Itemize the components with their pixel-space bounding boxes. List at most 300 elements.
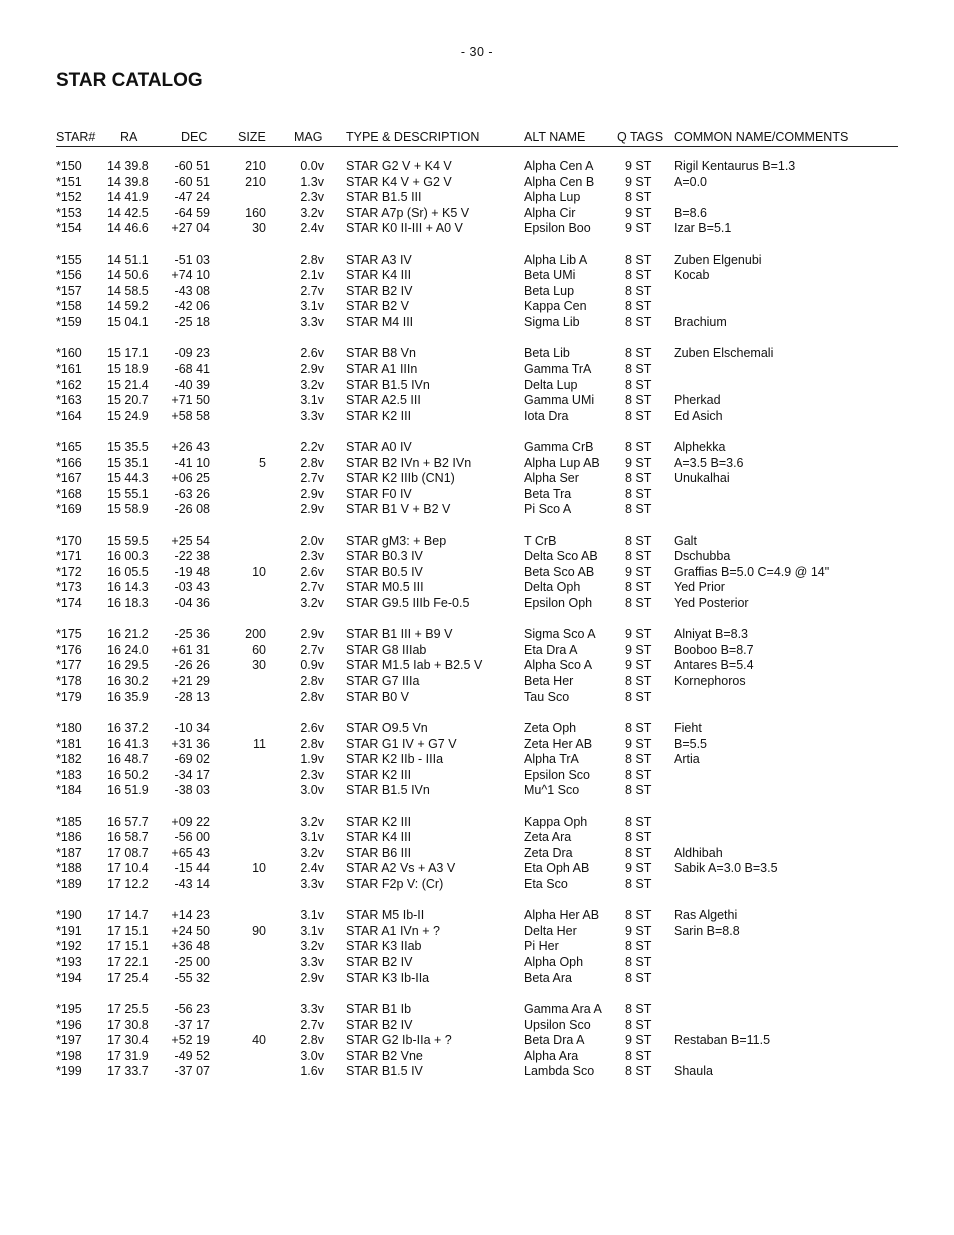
group-spacer (56, 518, 898, 534)
cell-type-description: STAR M0.5 III (346, 580, 424, 595)
group-spacer (56, 331, 898, 347)
group-spacer (56, 986, 898, 1002)
cell-type-description: STAR B8 Vn (346, 346, 416, 361)
cell-q-tags: 9 ST (625, 736, 652, 751)
table-row (56, 924, 898, 940)
cell-star-number: *153 (56, 205, 82, 220)
table-row (56, 440, 898, 456)
cell-magnitude: 3.0v (300, 1048, 324, 1063)
cell-size: 60 (252, 642, 266, 657)
cell-star-number: *179 (56, 689, 82, 704)
table-header (56, 129, 898, 146)
cell-declination: -55 32 (174, 970, 210, 985)
cell-type-description: STAR G2 Ib-IIa + ? (346, 1033, 452, 1048)
cell-magnitude: 2.9v (300, 502, 324, 517)
header-ra: RA (120, 130, 138, 144)
cell-alt-name: Zeta Her AB (524, 736, 593, 751)
cell-size: 11 (253, 736, 266, 751)
cell-q-tags: 8 ST (625, 439, 652, 454)
table-row (56, 378, 898, 394)
cell-declination: -63 26 (174, 486, 210, 501)
cell-alt-name: Beta Tra (524, 486, 572, 501)
cell-right-ascension: 14 46.6 (107, 221, 149, 236)
cell-q-tags: 9 ST (625, 564, 652, 579)
table-row (56, 815, 898, 831)
table-row (56, 830, 898, 846)
cell-common-name: Aldhibah (674, 845, 723, 860)
cell-star-number: *154 (56, 221, 82, 236)
header-mag: MAG (294, 130, 323, 144)
cell-magnitude: 3.2v (300, 377, 324, 392)
cell-star-number: *197 (56, 1033, 82, 1048)
cell-declination: -26 26 (174, 658, 210, 673)
cell-type-description: STAR K4 III (346, 268, 412, 283)
cell-star-number: *167 (56, 471, 82, 486)
cell-type-description: STAR G1 IV + G7 V (346, 736, 457, 751)
cell-q-tags: 8 ST (625, 1001, 652, 1016)
cell-alt-name: Eta Sco (524, 876, 568, 891)
cell-alt-name: Beta Dra A (524, 1033, 585, 1048)
cell-right-ascension: 16 05.5 (107, 564, 149, 579)
cell-star-number: *160 (56, 346, 82, 361)
cell-right-ascension: 16 18.3 (107, 596, 149, 610)
cell-star-number: *158 (56, 299, 82, 314)
cell-alt-name: Delta Oph (524, 580, 581, 595)
cell-q-tags: 8 ST (625, 845, 652, 860)
cell-declination: -42 06 (174, 299, 210, 314)
cell-right-ascension: 14 58.5 (107, 283, 149, 298)
table-row (56, 627, 898, 643)
cell-q-tags: 8 ST (625, 549, 652, 564)
cell-star-number: *169 (56, 502, 82, 517)
table-row (56, 768, 898, 784)
table-row (56, 674, 898, 690)
cell-magnitude: 2.9v (300, 627, 324, 642)
cell-magnitude: 2.0v (300, 533, 324, 548)
cell-size: 5 (259, 455, 266, 470)
cell-declination: -10 34 (174, 720, 210, 735)
cell-alt-name: Pi Her (524, 939, 559, 954)
table-row (56, 971, 898, 987)
cell-star-number: *196 (56, 1017, 82, 1032)
cell-star-number: *165 (56, 439, 82, 454)
cell-declination: -40 39 (174, 377, 210, 392)
cell-size: 160 (245, 205, 266, 220)
cell-star-number: *161 (56, 361, 82, 376)
cell-declination: +36 48 (171, 939, 210, 954)
cell-declination: -47 24 (174, 190, 210, 205)
cell-q-tags: 8 ST (625, 533, 652, 548)
cell-declination: -60 51 (174, 174, 210, 189)
cell-alt-name: Tau Sco (524, 689, 570, 704)
cell-alt-name: Alpha Oph (524, 955, 584, 970)
cell-declination: +61 31 (171, 642, 210, 657)
cell-star-number: *172 (56, 564, 82, 579)
cell-q-tags: 8 ST (625, 674, 652, 689)
header-q-tags: Q TAGS (617, 130, 664, 144)
cell-alt-name: Delta Sco AB (524, 549, 598, 564)
cell-q-tags: 8 ST (625, 377, 652, 392)
header-type-description: TYPE & DESCRIPTION (346, 130, 480, 144)
cell-star-number: *166 (56, 455, 82, 470)
cell-right-ascension: 17 25.5 (107, 1001, 149, 1016)
cell-alt-name: Delta Lup (524, 377, 578, 392)
cell-q-tags: 8 ST (625, 502, 652, 517)
cell-right-ascension: 14 59.2 (107, 299, 149, 314)
cell-type-description: STAR M5 Ib-II (346, 908, 425, 923)
cell-star-number: *198 (56, 1048, 82, 1063)
cell-q-tags: 8 ST (625, 299, 652, 314)
cell-common-name: Rigil Kentaurus B=1.3 (674, 159, 796, 173)
cell-common-name: Unukalhai (674, 471, 730, 486)
cell-q-tags: 8 ST (625, 346, 652, 361)
cell-q-tags: 9 ST (625, 159, 652, 173)
cell-star-number: *195 (56, 1001, 82, 1016)
table-row (56, 752, 898, 768)
cell-size: 30 (252, 658, 266, 673)
cell-declination: -60 51 (174, 159, 210, 173)
table-row (56, 861, 898, 877)
cell-alt-name: Beta Ara (524, 970, 572, 985)
cell-declination: -28 13 (174, 689, 210, 704)
cell-alt-name: Gamma CrB (524, 439, 594, 454)
table-row (56, 549, 898, 565)
cell-magnitude: 3.1v (300, 393, 324, 408)
cell-star-number: *176 (56, 642, 82, 657)
header-rule (56, 146, 898, 147)
cell-common-name: Dschubba (674, 549, 731, 564)
cell-declination: +27 04 (171, 221, 210, 236)
cell-q-tags: 8 ST (625, 486, 652, 501)
group-spacer (56, 424, 898, 440)
cell-alt-name: Beta Sco AB (524, 564, 595, 579)
cell-magnitude: 2.7v (300, 471, 324, 486)
cell-type-description: STAR K3 IIab (346, 939, 422, 954)
cell-type-description: STAR B6 III (346, 845, 412, 860)
cell-type-description: STAR B2 Vne (346, 1048, 423, 1063)
cell-q-tags: 8 ST (625, 361, 652, 376)
cell-right-ascension: 14 39.8 (107, 159, 149, 173)
cell-alt-name: Iota Dra (524, 408, 569, 423)
cell-star-number: *157 (56, 283, 82, 298)
cell-alt-name: Alpha TrA (524, 752, 579, 767)
cell-right-ascension: 15 20.7 (107, 393, 149, 408)
cell-declination: -38 03 (174, 783, 210, 798)
cell-q-tags: 8 ST (625, 814, 652, 829)
cell-star-number: *163 (56, 393, 82, 408)
cell-common-name: B=5.5 (674, 736, 708, 751)
cell-magnitude: 3.3v (300, 955, 324, 970)
cell-star-number: *186 (56, 830, 82, 845)
cell-right-ascension: 17 25.4 (107, 970, 149, 985)
cell-type-description: STAR B2 V (346, 299, 409, 314)
table-row (56, 908, 898, 924)
cell-right-ascension: 17 14.7 (107, 908, 149, 923)
cell-common-name: Alniyat B=8.3 (674, 627, 749, 642)
cell-star-number: *174 (56, 596, 82, 610)
cell-alt-name: Lambda Sco (524, 1064, 595, 1079)
cell-type-description: STAR M4 III (346, 315, 414, 330)
header-alt-name: ALT NAME (524, 130, 586, 144)
cell-type-description: STAR K2 III (346, 767, 412, 782)
page-number: - 30 - (460, 45, 494, 59)
cell-alt-name: Alpha Lib A (524, 252, 588, 267)
cell-star-number: *159 (56, 315, 82, 330)
cell-common-name: Ed Asich (674, 408, 723, 423)
cell-type-description: STAR A3 IV (346, 252, 412, 267)
cell-alt-name: Alpha Cir (524, 205, 576, 220)
cell-q-tags: 9 ST (625, 658, 652, 673)
cell-common-name: Yed Posterior (674, 596, 749, 610)
cell-alt-name: Beta Lup (524, 283, 575, 298)
cell-alt-name: Alpha Cen B (524, 174, 595, 189)
cell-q-tags: 8 ST (625, 955, 652, 970)
cell-alt-name: Mu^1 Sco (524, 783, 580, 798)
cell-star-number: *173 (56, 580, 82, 595)
cell-common-name: Yed Prior (674, 580, 725, 595)
cell-common-name: Sabik A=3.0 B=3.5 (674, 861, 778, 876)
cell-alt-name: Zeta Ara (524, 830, 572, 845)
table-row (56, 737, 898, 753)
table-row (56, 846, 898, 862)
cell-magnitude: 2.4v (300, 861, 324, 876)
cell-declination: -15 44 (174, 861, 210, 876)
cell-common-name: Fieht (674, 720, 702, 735)
cell-star-number: *156 (56, 268, 82, 283)
cell-common-name: Ras Algethi (674, 908, 738, 923)
cell-declination: -25 36 (174, 627, 210, 642)
cell-q-tags: 8 ST (625, 1048, 652, 1063)
cell-type-description: STAR K2 IIIb (CN1) (346, 471, 455, 486)
cell-type-description: STAR B1 Ib (346, 1001, 412, 1016)
cell-magnitude: 2.6v (300, 346, 324, 361)
cell-star-number: *190 (56, 908, 82, 923)
cell-common-name: A=0.0 (674, 174, 708, 189)
group-spacer (56, 237, 898, 253)
cell-right-ascension: 15 24.9 (107, 408, 149, 423)
cell-star-number: *175 (56, 627, 82, 642)
group-spacer (56, 893, 898, 909)
table-row (56, 580, 898, 596)
table-row (56, 471, 898, 487)
cell-alt-name: Zeta Dra (524, 845, 573, 860)
cell-q-tags: 8 ST (625, 876, 652, 891)
page-title: STAR CATALOG (56, 70, 203, 91)
cell-magnitude: 2.7v (300, 642, 324, 657)
cell-type-description: STAR B1 V + B2 V (346, 502, 451, 517)
cell-q-tags: 8 ST (625, 283, 652, 298)
table-row (56, 534, 898, 550)
cell-type-description: STAR O9.5 Vn (346, 720, 428, 735)
cell-q-tags: 8 ST (625, 767, 652, 782)
cell-type-description: STAR K0 II-III + A0 V (346, 221, 463, 236)
table-row (56, 502, 898, 518)
cell-magnitude: 3.2v (300, 939, 324, 954)
cell-q-tags: 9 ST (625, 221, 652, 236)
table-row (56, 1018, 898, 1034)
cell-type-description: STAR A0 IV (346, 439, 412, 454)
cell-declination: +58 58 (171, 408, 210, 423)
cell-q-tags: 8 ST (625, 408, 652, 423)
cell-star-number: *194 (56, 970, 82, 985)
cell-type-description: STAR K2 IIb - IIIa (346, 752, 444, 767)
cell-right-ascension: 16 35.9 (107, 689, 149, 704)
cell-right-ascension: 15 58.9 (107, 502, 149, 517)
header-size: SIZE (238, 130, 266, 144)
cell-type-description: STAR A7p (Sr) + K5 V (346, 205, 470, 220)
cell-magnitude: 2.8v (300, 1033, 324, 1048)
cell-type-description: STAR A2 Vs + A3 V (346, 861, 456, 876)
table-row (56, 268, 898, 284)
cell-declination: -25 18 (174, 315, 210, 330)
cell-magnitude: 2.9v (300, 486, 324, 501)
cell-type-description: STAR B2 IV (346, 955, 413, 970)
cell-type-description: STAR B2 IV (346, 283, 413, 298)
cell-declination: +09 22 (171, 814, 210, 829)
cell-star-number: *164 (56, 408, 82, 423)
group-spacer (56, 799, 898, 815)
table-row (56, 159, 898, 175)
cell-magnitude: 2.8v (300, 689, 324, 704)
cell-magnitude: 2.1v (300, 268, 324, 283)
cell-q-tags: 8 ST (625, 908, 652, 923)
cell-declination: +26 43 (171, 439, 210, 454)
cell-alt-name: Eta Dra A (524, 642, 578, 657)
cell-declination: -37 17 (174, 1017, 210, 1032)
cell-star-number: *192 (56, 939, 82, 954)
cell-right-ascension: 17 08.7 (107, 845, 149, 860)
cell-alt-name: Beta Her (524, 674, 574, 689)
table-row (56, 284, 898, 300)
cell-right-ascension: 16 00.3 (107, 549, 149, 564)
cell-magnitude: 1.9v (300, 752, 324, 767)
cell-type-description: STAR G9.5 IIIb Fe-0.5 (346, 596, 470, 610)
cell-alt-name: Gamma Ara A (524, 1001, 602, 1016)
cell-q-tags: 9 ST (625, 627, 652, 642)
cell-right-ascension: 17 15.1 (107, 923, 149, 938)
cell-type-description: STAR K2 III (346, 408, 412, 423)
cell-common-name: Restaban B=11.5 (674, 1033, 771, 1048)
cell-q-tags: 8 ST (625, 939, 652, 954)
cell-magnitude: 3.2v (300, 596, 324, 610)
cell-common-name: Antares B=5.4 (674, 658, 754, 673)
cell-right-ascension: 15 04.1 (107, 315, 149, 330)
cell-magnitude: 3.2v (300, 845, 324, 860)
cell-right-ascension: 17 10.4 (107, 861, 149, 876)
cell-type-description: STAR B1.5 IVn (346, 377, 430, 392)
cell-right-ascension: 15 21.4 (107, 377, 149, 392)
cell-alt-name: Epsilon Oph (524, 596, 593, 610)
cell-magnitude: 3.0v (300, 783, 324, 798)
cell-alt-name: Alpha Lup AB (524, 455, 600, 470)
cell-size: 200 (245, 627, 266, 642)
cell-alt-name: Epsilon Boo (524, 221, 591, 236)
cell-type-description: STAR K4 V + G2 V (346, 174, 452, 189)
cell-magnitude: 2.8v (300, 455, 324, 470)
cell-size: 40 (252, 1033, 266, 1048)
cell-common-name: Kornephoros (674, 674, 746, 689)
cell-star-number: *171 (56, 549, 82, 564)
cell-star-number: *181 (56, 736, 82, 751)
cell-type-description: STAR G8 IIIab (346, 642, 427, 657)
cell-declination: -49 52 (174, 1048, 210, 1063)
table-row (56, 487, 898, 503)
cell-right-ascension: 16 50.2 (107, 767, 149, 782)
cell-q-tags: 9 ST (625, 455, 652, 470)
table-row (56, 253, 898, 269)
cell-star-number: *170 (56, 533, 82, 548)
cell-alt-name: Alpha Lup (524, 190, 581, 205)
cell-type-description: STAR B2 IV (346, 1017, 413, 1032)
cell-common-name: Brachium (674, 315, 727, 330)
cell-magnitude: 2.7v (300, 283, 324, 298)
table-row (56, 643, 898, 659)
cell-magnitude: 2.7v (300, 580, 324, 595)
table-row (56, 409, 898, 425)
cell-declination: -69 02 (174, 752, 210, 767)
cell-magnitude: 3.1v (300, 908, 324, 923)
cell-star-number: *151 (56, 174, 82, 189)
table-row (56, 565, 898, 581)
cell-star-number: *193 (56, 955, 82, 970)
cell-right-ascension: 16 21.2 (107, 627, 149, 642)
cell-type-description: STAR F2p V: (Cr) (346, 876, 444, 891)
cell-q-tags: 8 ST (625, 580, 652, 595)
cell-type-description: STAR B1.5 III (346, 190, 422, 205)
cell-star-number: *180 (56, 720, 82, 735)
cell-declination: -03 43 (174, 580, 210, 595)
cell-magnitude: 3.3v (300, 1001, 324, 1016)
table-row (56, 783, 898, 799)
cell-size: 30 (252, 221, 266, 236)
cell-type-description: STAR gM3: + Bep (346, 533, 447, 548)
cell-declination: -56 00 (174, 830, 210, 845)
cell-star-number: *183 (56, 767, 82, 782)
cell-common-name: Izar B=5.1 (674, 221, 732, 236)
cell-declination: +74 10 (171, 268, 210, 283)
cell-magnitude: 3.3v (300, 876, 324, 891)
cell-magnitude: 3.3v (300, 315, 324, 330)
cell-magnitude: 3.2v (300, 814, 324, 829)
header-common-name: COMMON NAME/COMMENTS (674, 130, 849, 144)
cell-alt-name: Gamma TrA (524, 361, 592, 376)
cell-type-description: STAR K3 Ib-IIa (346, 970, 430, 985)
cell-magnitude: 2.8v (300, 252, 324, 267)
cell-right-ascension: 16 41.3 (107, 736, 149, 751)
cell-q-tags: 8 ST (625, 1064, 652, 1079)
cell-declination: +52 19 (171, 1033, 210, 1048)
cell-magnitude: 2.3v (300, 549, 324, 564)
cell-declination: +21 29 (171, 674, 210, 689)
table-row (56, 456, 898, 472)
cell-alt-name: Gamma UMi (524, 393, 595, 408)
cell-right-ascension: 15 35.1 (107, 455, 149, 470)
cell-alt-name: Alpha Ser (524, 471, 579, 486)
cell-right-ascension: 15 18.9 (107, 361, 149, 376)
table-row (56, 221, 898, 237)
cell-declination: -56 23 (174, 1001, 210, 1016)
cell-type-description: STAR K2 III (346, 814, 412, 829)
cell-common-name: Graffias B=5.0 C=4.9 @ 14" (674, 564, 830, 579)
cell-q-tags: 9 ST (625, 1033, 652, 1048)
cell-alt-name: Beta Lib (524, 346, 570, 361)
cell-alt-name: Kappa Cen (524, 299, 587, 314)
cell-q-tags: 8 ST (625, 1017, 652, 1032)
cell-magnitude: 2.8v (300, 674, 324, 689)
cell-star-number: *162 (56, 377, 82, 392)
cell-alt-name: Kappa Oph (524, 814, 588, 829)
group-spacer (56, 705, 898, 721)
